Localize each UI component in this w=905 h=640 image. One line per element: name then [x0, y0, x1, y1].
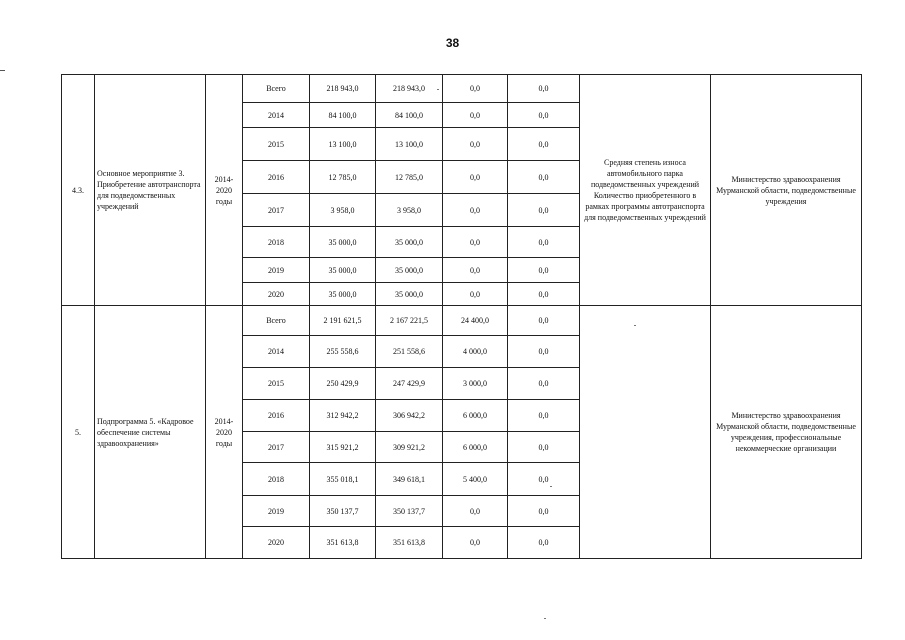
executor-cell: Министерство здравоохранения Мурманской области, подведомственные учреждения, профессиональные некоммерческие организации: [711, 306, 862, 559]
total-cell: 312 942,2: [310, 400, 376, 432]
regional-budget-cell: 351 613,8: [376, 527, 443, 559]
regional-budget-cell: 349 618,1: [376, 463, 443, 496]
budget-table-body: [62, 75, 862, 559]
regional-budget-cell: 3 958,0: [376, 194, 443, 227]
total-cell: 12 785,0: [310, 161, 376, 194]
regional-budget-cell: 218 943,0: [376, 75, 443, 103]
total-cell: 35 000,0: [310, 258, 376, 283]
scan-edge-mark: [0, 70, 5, 71]
federal-budget-cell: 0,0: [443, 103, 508, 128]
federal-budget-cell: 5 400,0: [443, 463, 508, 496]
federal-budget-cell: 24 400,0: [443, 306, 508, 336]
other-sources-cell: 0,0: [508, 306, 580, 336]
year-cell: 2018: [243, 227, 310, 258]
federal-budget-cell: 6 000,0: [443, 400, 508, 432]
year-cell: 2014: [243, 103, 310, 128]
total-cell: 355 018,1: [310, 463, 376, 496]
federal-budget-cell: 0,0: [443, 258, 508, 283]
federal-budget-cell: 0,0: [443, 75, 508, 103]
federal-budget-cell: 0,0: [443, 496, 508, 527]
federal-budget-cell: 0,0: [443, 283, 508, 306]
total-cell: 13 100,0: [310, 128, 376, 161]
budget-table: [61, 74, 862, 559]
federal-budget-cell: 6 000,0: [443, 432, 508, 463]
regional-budget-cell: 306 942,2: [376, 400, 443, 432]
regional-budget-cell: 350 137,7: [376, 496, 443, 527]
year-cell: 2014: [243, 336, 310, 368]
regional-budget-cell: 247 429,9: [376, 368, 443, 400]
other-sources-cell: 0,0: [508, 227, 580, 258]
federal-budget-cell: 0,0: [443, 128, 508, 161]
other-sources-cell: 0,0: [508, 161, 580, 194]
regional-budget-cell: 35 000,0: [376, 258, 443, 283]
other-sources-cell: 0,0: [508, 258, 580, 283]
regional-budget-cell: 13 100,0: [376, 128, 443, 161]
indicator-cell: Средняя степень износа автомобильного парка подведомственных учреждений Количество приобретенного в рамках программы автотранспорта для подведомственных учреждений: [580, 75, 711, 306]
total-cell: 255 558,6: [310, 336, 376, 368]
period-cell: 2014-2020 годы: [206, 306, 243, 559]
regional-budget-cell: 2 167 221,5: [376, 306, 443, 336]
other-sources-cell: 0,0: [508, 103, 580, 128]
year-cell: 2016: [243, 400, 310, 432]
regional-budget-cell: 35 000,0: [376, 283, 443, 306]
total-cell: 350 137,7: [310, 496, 376, 527]
other-sources-cell: 0,0: [508, 463, 580, 496]
year-cell: 2017: [243, 194, 310, 227]
year-cell: 2019: [243, 258, 310, 283]
federal-budget-cell: 0,0: [443, 527, 508, 559]
other-sources-cell: 0,0: [508, 527, 580, 559]
federal-budget-cell: 3 000,0: [443, 368, 508, 400]
year-cell: 2015: [243, 368, 310, 400]
total-cell: 315 921,2: [310, 432, 376, 463]
other-sources-cell: 0,0: [508, 496, 580, 527]
regional-budget-cell: 309 921,2: [376, 432, 443, 463]
year-cell: 2019: [243, 496, 310, 527]
other-sources-cell: 0,0: [508, 194, 580, 227]
other-sources-cell: 0,0: [508, 75, 580, 103]
period-cell: 2014-2020 годы: [206, 75, 243, 306]
total-cell: 3 958,0: [310, 194, 376, 227]
year-cell: 2016: [243, 161, 310, 194]
table-row: [62, 75, 862, 103]
year-cell: 2017: [243, 432, 310, 463]
other-sources-cell: 0,0: [508, 283, 580, 306]
year-cell: 2015: [243, 128, 310, 161]
federal-budget-cell: 0,0: [443, 194, 508, 227]
other-sources-cell: 0,0: [508, 336, 580, 368]
total-cell: 351 613,8: [310, 527, 376, 559]
total-cell: 84 100,0: [310, 103, 376, 128]
total-cell: 35 000,0: [310, 283, 376, 306]
year-cell: 2020: [243, 283, 310, 306]
federal-budget-cell: 0,0: [443, 161, 508, 194]
table-row: [62, 306, 862, 336]
year-cell: Всего: [243, 306, 310, 336]
total-cell: 35 000,0: [310, 227, 376, 258]
executor-cell: Министерство здравоохранения Мурманской области, подведомственные учреждения: [711, 75, 862, 306]
other-sources-cell: 0,0: [508, 432, 580, 463]
federal-budget-cell: 4 000,0: [443, 336, 508, 368]
item-number-cell: 4.3.: [62, 75, 95, 306]
regional-budget-cell: 12 785,0: [376, 161, 443, 194]
other-sources-cell: 0,0: [508, 368, 580, 400]
total-cell: 250 429,9: [310, 368, 376, 400]
item-name-cell: Подпрограмма 5. «Кадровое обеспечение системы здравоохранения»: [95, 306, 206, 559]
regional-budget-cell: 35 000,0: [376, 227, 443, 258]
item-number-cell: 5.: [62, 306, 95, 559]
regional-budget-cell: 251 558,6: [376, 336, 443, 368]
item-name-cell: Основное мероприятие 3. Приобретение автотранспорта для подведомственных учреждений: [95, 75, 206, 306]
year-cell: Всего: [243, 75, 310, 103]
total-cell: 218 943,0: [310, 75, 376, 103]
year-cell: 2018: [243, 463, 310, 496]
total-cell: 2 191 621,5: [310, 306, 376, 336]
scan-speck: [544, 618, 546, 619]
regional-budget-cell: 84 100,0: [376, 103, 443, 128]
federal-budget-cell: 0,0: [443, 227, 508, 258]
other-sources-cell: 0,0: [508, 128, 580, 161]
indicator-cell: [580, 306, 711, 559]
year-cell: 2020: [243, 527, 310, 559]
page-number: 38: [445, 36, 460, 50]
other-sources-cell: 0,0: [508, 400, 580, 432]
